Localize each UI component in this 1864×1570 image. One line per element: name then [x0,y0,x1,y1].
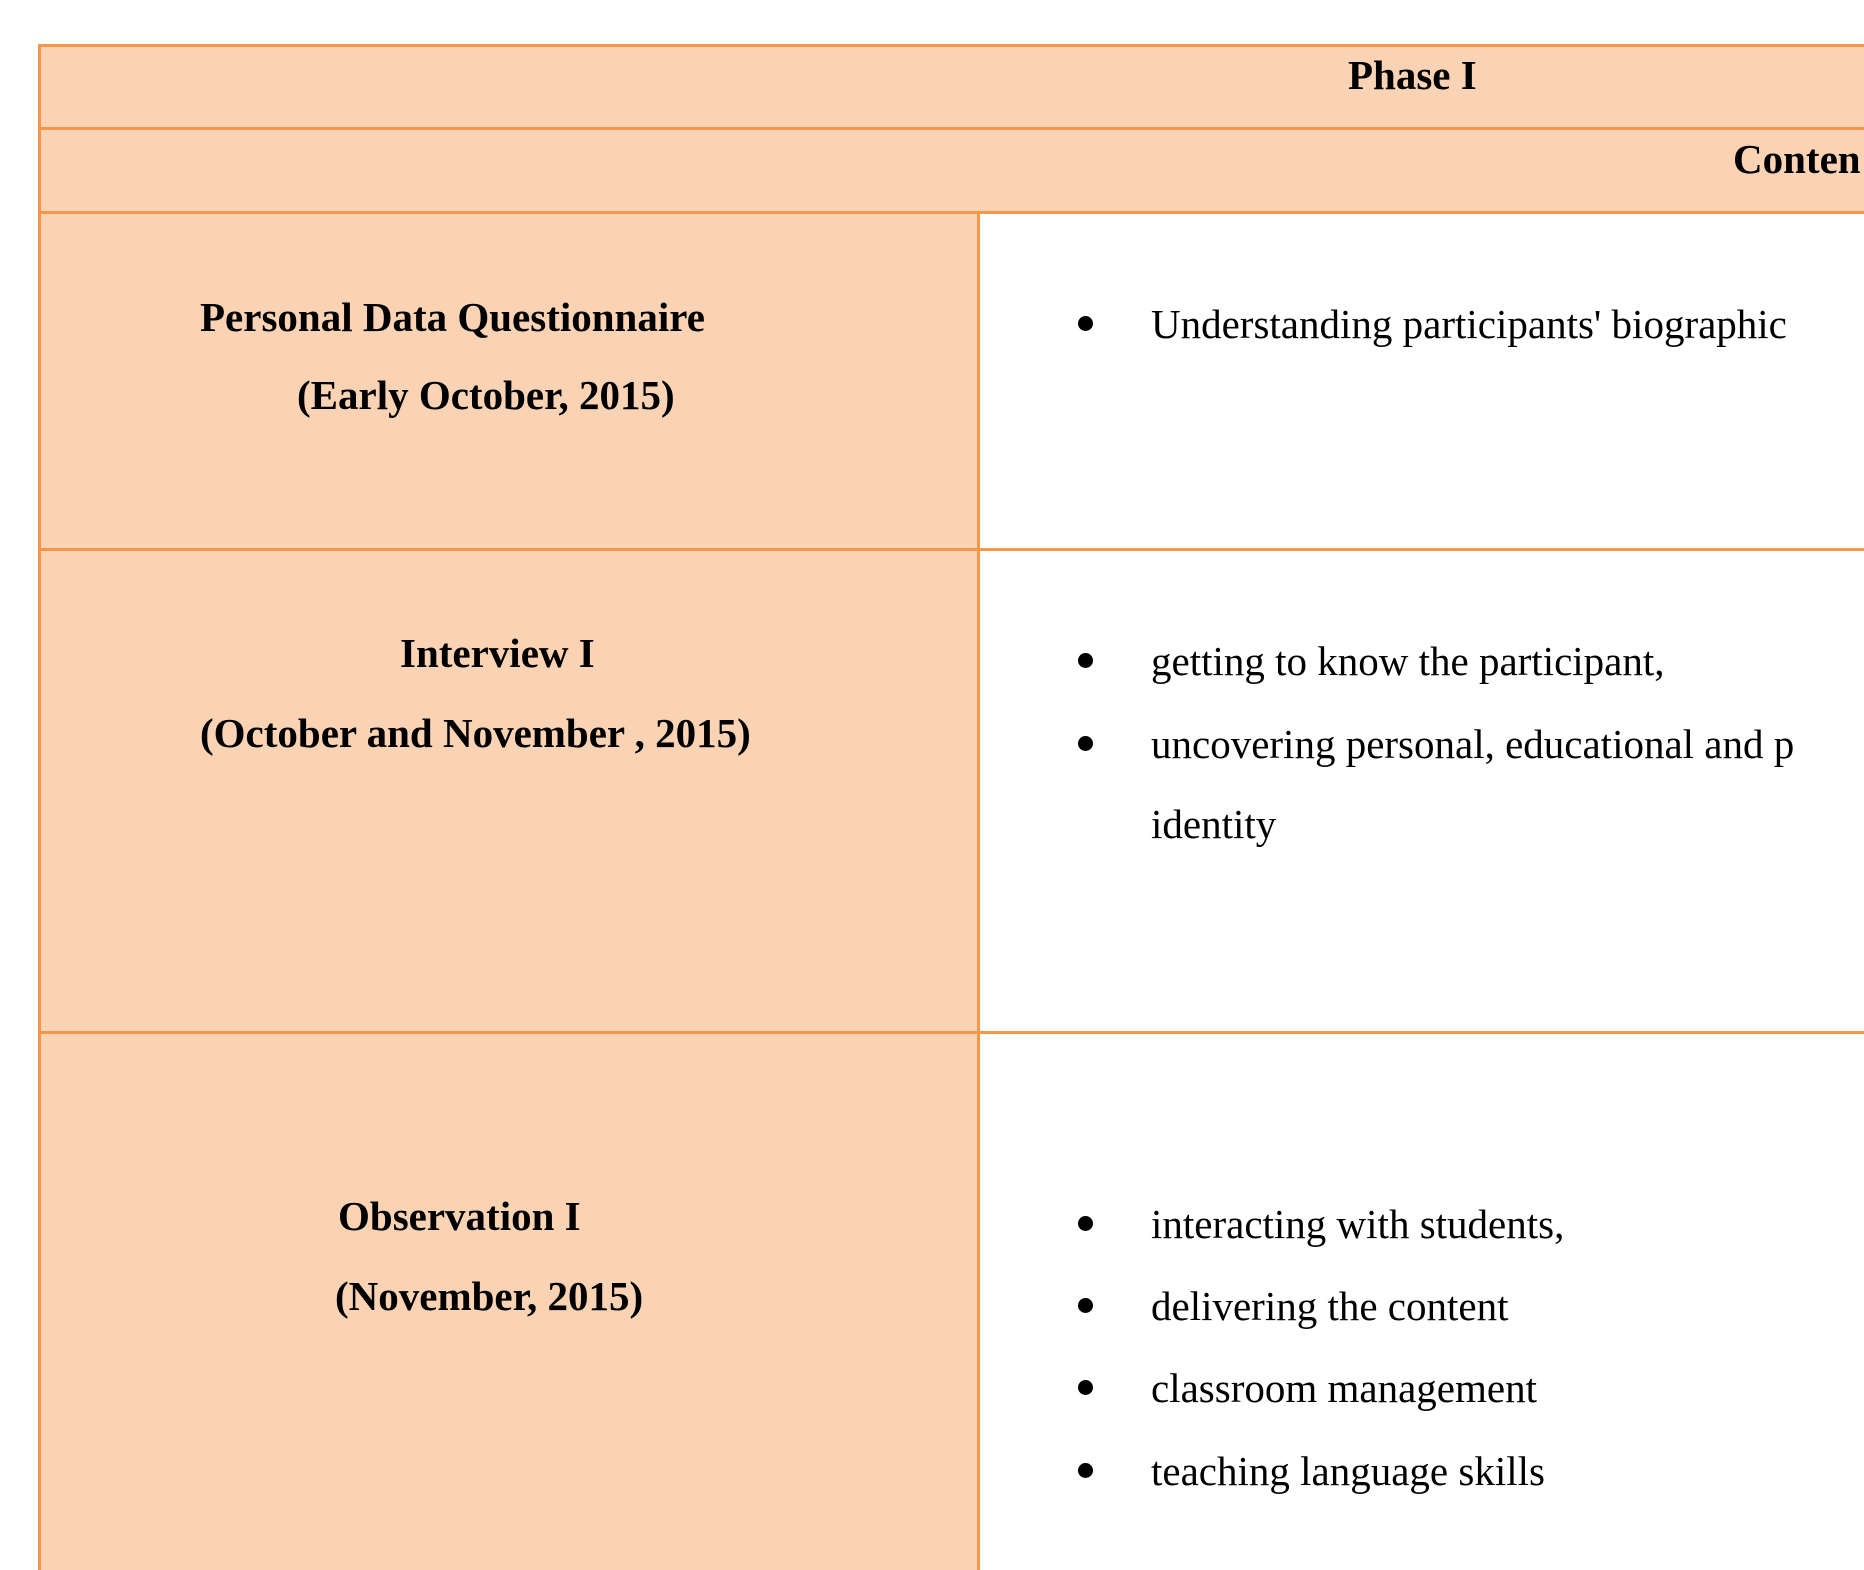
header-content-title: Conten [1733,136,1861,182]
list-item: delivering the content [1151,1283,1509,1329]
list-item: Understanding participants' biographic [1151,301,1787,347]
row-divider [38,1031,1864,1034]
list-item: getting to know the participant, [1151,638,1665,684]
header-row-phase [40,45,1864,129]
bullet-icon [1078,1298,1093,1313]
header-row-content [40,129,1864,213]
row-date: (Early October, 2015) [297,372,675,418]
row-divider [38,548,1864,551]
bullet-icon [1078,1216,1093,1231]
row-date: (November, 2015) [335,1273,644,1319]
header-phase-title: Phase I [1348,52,1477,98]
table-border-left [38,44,41,1570]
row-label: Personal Data Questionnaire [200,294,705,340]
row-label: Observation I [338,1193,581,1239]
bullet-icon [1078,1463,1093,1478]
row-date: (October and November , 2015) [200,710,751,756]
list-item: uncovering personal, educational and p [1151,721,1795,767]
bullet-icon [1078,653,1093,668]
list-item: interacting with students, [1151,1201,1565,1247]
list-item-continuation: identity [1151,801,1277,847]
bullet-icon [1078,736,1093,751]
bullet-icon [1078,1380,1093,1395]
row-divider [38,127,1864,130]
column-divider [977,211,980,1570]
list-item: classroom management [1151,1365,1537,1411]
table-border-top [38,44,1864,47]
bullet-icon [1078,316,1093,331]
row-divider [38,211,1864,214]
list-item: teaching language skills [1151,1448,1545,1494]
row-label: Interview I [400,630,595,676]
label-cell-interview [40,549,979,1032]
